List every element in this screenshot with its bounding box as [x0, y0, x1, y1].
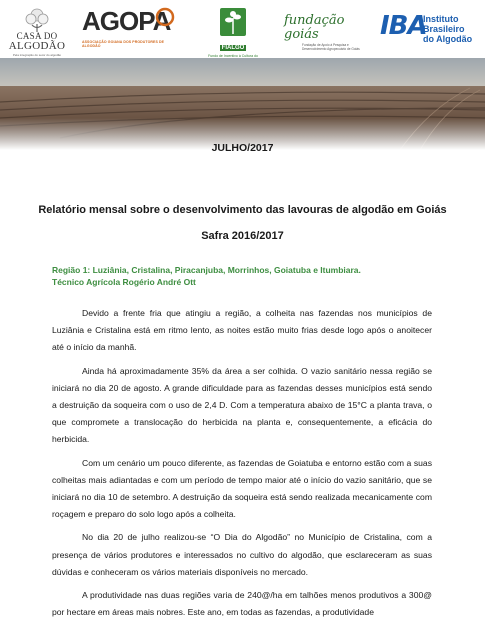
report-body [52, 305, 432, 627]
agopa-name: AGOPA [82, 6, 171, 36]
paragraph-3: Com um cenário um pouco diferente, as fazendas de Goiatuba e entorno estão com a suas colheitas mais adiantadas e com um período de tempo maior até o início do vazio sanitário, que se iniciará no dia 10 de setembro. A destruição da soqueira está sendo realizada mecanicamente com roçagem e preparo do solo logo após a colheita. [52, 457, 432, 520]
agopa-sub: ASSOCIAÇÃO GOIANA DOS PRODUTORES DE ALGODÃO [82, 40, 165, 48]
paragraph-2: Ainda há aproximadamente 35% da área a ser colhida. O vazio sanitário nessa região se iniciará no dia 20 de agosto. A grande dificuldade para as fazendas desses municípios está sendo a destruição da soqueira com o uso de 2,4 D. Com a temperatura abaixo de 15°C a planta trava, o que compromete a translocação do herbicida na planta e, consequentemente, a eficácia do herbicida. [52, 365, 432, 445]
casa-do-algodao-logo [4, 6, 70, 56]
paragraph-5: A produtividade nas duas regiões varia de 240@/ha em talhões menos produtivos a 300@ por hectare em áreas mais nobres. Este ano, em todas as fazendas, a produtividade [52, 590, 432, 618]
iba-logo [380, 12, 482, 52]
iba-sub-line2: Brasileiro [423, 24, 465, 34]
region-technician: Técnico Agrícola Rogério André Ott [52, 276, 196, 287]
iba-name: IBA [380, 11, 427, 41]
fundacao-name-main: fundação [284, 13, 345, 28]
fundacao-sub: Fundação de Apoio à Pesquisa e Desenvolvimento Agropecuário de Goiás [302, 43, 360, 51]
casa-line3: Pela integração do setor do algodão [12, 53, 62, 57]
report-title: Relatório mensal sobre o desenvolvimento das lavouras de algodão em Goiás [38, 204, 447, 216]
fundacao-goias-logo [284, 14, 364, 54]
region-name: Região 1: Luziânia, Cristalina, Piracanjuba, Morrinhos, Goiatuba e Itumbiara. [52, 265, 361, 275]
report-subtitle: Safra 2016/2017 [201, 230, 284, 242]
agopa-logo [82, 6, 178, 56]
report-month: JULHO/2017 [211, 142, 274, 154]
iba-sub-line3: do Algodão [423, 34, 473, 44]
fialgo-name: FIALGO [221, 45, 245, 51]
cotton-plant-icon [220, 8, 246, 36]
paragraph-1: Devido a frente fria que atingiu a região, a colheita nas fazendas nos municípios de Luziânia e Cristalina está em ritmo lento, as noites estão muito frias desde logo após o anoitecer até o início da manhã. [52, 308, 432, 353]
field-banner-image [0, 58, 485, 150]
cotton-flower-icon [22, 6, 52, 32]
logo-bar [0, 0, 485, 58]
iba-sub [423, 14, 485, 44]
fundacao-name-accent: goiás [284, 27, 319, 42]
agopa-ring-icon [154, 6, 176, 28]
region-heading [52, 265, 361, 288]
casa-line2: ALGODÃO [8, 40, 66, 52]
iba-sub-line1: Instituto [423, 14, 459, 24]
fundacao-name [284, 14, 364, 42]
casa-line1: CASA DO [16, 31, 58, 41]
fialgo-logo [206, 8, 260, 56]
paragraph-4: No dia 20 de julho realizou-se “O Dia do Algodão” no Município de Cristalina, com a presença de vários produtores e interessados no cultivo do algodão, que esclareceram as suas dúvidas e conheceram os vários materiais disponíveis no mercado. [52, 532, 432, 577]
fialgo-sub: Fundo de Incentivo à Cultura do [208, 54, 258, 58]
fialgo-emblem [220, 8, 246, 36]
